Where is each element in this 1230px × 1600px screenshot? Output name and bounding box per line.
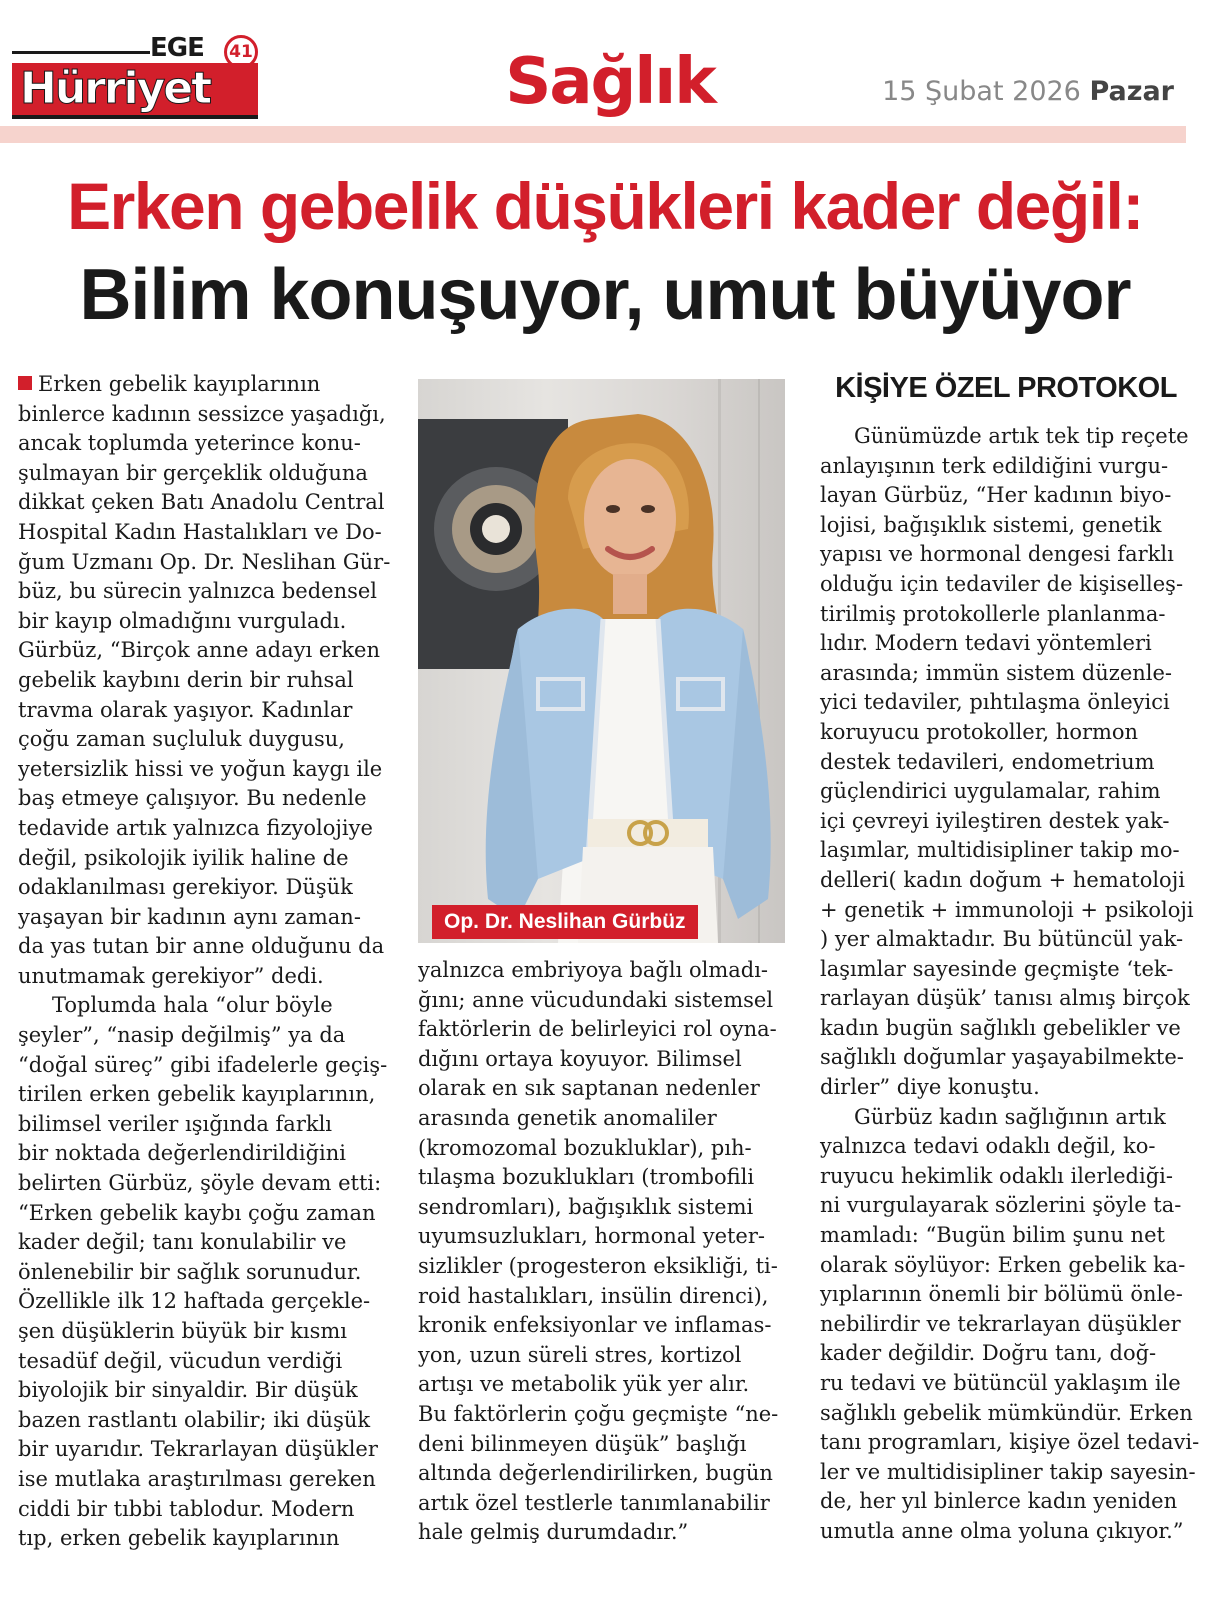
text-line-content: arasında genetik anomaliler [418, 1105, 717, 1130]
text-line [18, 962, 398, 992]
text-line [18, 725, 398, 755]
text-line [418, 1252, 793, 1282]
section-title: Sağlık [505, 45, 715, 119]
text-line [18, 1080, 398, 1110]
logo-red-box [12, 63, 258, 119]
text-line-content: unutmamak gerekiyor” dedi. [18, 963, 324, 988]
text-line [820, 1487, 1192, 1517]
text-line [820, 1251, 1192, 1281]
logo-wordmark: Hürriyet [20, 63, 211, 114]
portrait-photo [418, 379, 785, 943]
text-line-content: Özellikle ilk 12 haftada gerçekle- [18, 1289, 371, 1314]
column-subheading: KİŞİYE ÖZEL PROTOKOL [835, 372, 1177, 404]
text-line-content: hale gelmiş durumdadır.” [418, 1520, 689, 1545]
text-line-content: lıdır. Modern tedavi yöntemleri [820, 631, 1152, 656]
text-line-content: arasında; immün sistem düzenle- [820, 660, 1173, 685]
text-line-content: tesadüf değil, vücudun verdiği [18, 1348, 343, 1373]
text-line [820, 1014, 1192, 1044]
text-line [820, 984, 1192, 1014]
text-line [418, 1430, 793, 1460]
text-line-content: altında değerlendirilirken, bugün [418, 1461, 773, 1486]
text-line-content: şeyler”, “nasip değilmiş” ya da [18, 1023, 346, 1048]
text-line [18, 548, 398, 578]
text-line-content: içi çevreyi iyileştiren destek yak- [820, 808, 1170, 833]
text-line [18, 1139, 398, 1169]
article-column-1 [18, 370, 398, 1554]
text-line-content: tılaşma bozuklukları (trombofili [418, 1165, 755, 1190]
text-line [418, 956, 793, 986]
text-line [18, 1258, 398, 1288]
text-line [418, 1341, 793, 1371]
text-line-content: tanı programları, kişiye özel tedavi- [820, 1430, 1200, 1455]
text-line-content: ) yer almaktadır. Bu bütüncül yak- [820, 927, 1184, 952]
text-line [418, 1459, 793, 1489]
text-line-content: önlenebilir bir sağlık sorunudur. [18, 1259, 362, 1284]
text-line [18, 1524, 398, 1554]
text-line [18, 488, 398, 518]
text-line-content: nebilirdir ve tekrarlayan düşükler [820, 1311, 1181, 1336]
text-line [18, 1376, 398, 1406]
logo-number: 41 [229, 42, 253, 62]
text-line-content: lojisi, bağışıklık sistemi, genetik [820, 512, 1162, 537]
text-line [418, 1163, 793, 1193]
text-line-content: kader değil; tanı konulabilir ve [18, 1230, 347, 1255]
text-line-content: olarak söylüyor: Erken gebelik ka- [820, 1252, 1186, 1277]
date-text: 15 Şubat 2026 [882, 76, 1081, 107]
text-line-content: şen düşüklerin büyük bir kısmı [18, 1319, 347, 1343]
text-line [820, 1043, 1192, 1073]
text-line [418, 1370, 793, 1400]
text-line-content: binlerce kadının sessizce yaşadığı, [18, 401, 386, 426]
text-line [418, 1222, 793, 1252]
text-line-content: uyumsuzlukları, hormonal yeter- [418, 1224, 765, 1249]
paragraph-bullet [18, 376, 32, 390]
portrait-illustration [418, 379, 785, 943]
text-line [18, 400, 398, 430]
text-line-content: ruyucu hekimlik odaklı ilerlediği- [820, 1163, 1173, 1188]
text-line-content: ni vurgulayarak sözlerini şöyle ta- [820, 1193, 1182, 1218]
text-line [820, 1399, 1192, 1429]
text-line-content: yalnızca embriyoya bağlı olmadı- [418, 958, 769, 982]
text-line [18, 755, 398, 785]
text-line [18, 429, 398, 459]
text-line-content: tedavide artık yalnızca fizyolojiye [18, 815, 373, 840]
text-line [820, 1162, 1192, 1192]
text-line [820, 1310, 1192, 1340]
text-line-content: yalnızca tedavi odaklı değil, ko- [820, 1134, 1156, 1159]
text-line [820, 1428, 1200, 1458]
text-line-content: biyolojik bir sinyaldir. Bir düşük [18, 1378, 358, 1403]
text-line [820, 955, 1192, 985]
text-line [820, 511, 1192, 541]
text-line [418, 1400, 793, 1430]
newspaper-logo [12, 33, 262, 123]
text-line [418, 1518, 793, 1548]
text-line-content: + genetik + immunoloji + psikoloji [820, 897, 1194, 922]
text-line-content: Gürbüz kadın sağlığının artık [854, 1104, 1166, 1129]
text-line [18, 370, 398, 400]
text-line-content: bir kayıp olmadığını vurguladı. [18, 608, 347, 633]
text-line-content: bir uyarıdır. Tekrarlayan düşükler [18, 1437, 378, 1462]
text-line [820, 1339, 1192, 1369]
text-line [820, 659, 1192, 689]
text-line-content: yici tedaviler, pıhtılaşma önleyici [820, 690, 1170, 715]
text-line [18, 666, 398, 696]
logo-ege-text: EGE [150, 33, 204, 63]
dateline [882, 76, 1174, 107]
text-line-content: koruyucu protokoller, hormon [820, 719, 1139, 744]
text-line [18, 1169, 398, 1199]
text-line [18, 1435, 398, 1465]
text-line [418, 1104, 793, 1134]
text-line-content: ciddi bir tıbbi tablodur. Modern [18, 1496, 355, 1521]
text-line [418, 1282, 793, 1312]
text-line [820, 688, 1192, 718]
text-line [18, 873, 398, 903]
text-line [18, 991, 398, 1021]
text-line-content: çoğu zaman suçluluk duygusu, [18, 727, 345, 752]
text-line [18, 1021, 398, 1051]
text-line-content: olarak en sık saptanan nedenler [418, 1076, 760, 1101]
text-line [820, 896, 1192, 926]
text-line [820, 1073, 1192, 1103]
text-line [820, 452, 1192, 482]
text-line-content: (kromozomal bozukluklar), pıh- [418, 1135, 752, 1160]
text-line [820, 836, 1192, 866]
text-line [18, 903, 398, 933]
article-column-3 [820, 422, 1200, 1547]
text-line [820, 540, 1192, 570]
text-line-content: sendromları), bağışıklık sistemi [418, 1194, 754, 1219]
text-line-content: değil, psikolojik iyilik haline de [18, 845, 349, 870]
text-line [418, 1489, 793, 1519]
text-line [18, 844, 398, 874]
text-line-content: Gürbüz, “Birçok anne adayı erken [18, 638, 381, 663]
text-line-content: sağlıklı gebelik mümkündür. Erken [820, 1400, 1193, 1425]
text-line-content: yapısı ve hormonal dengesi farklı [820, 542, 1174, 567]
text-line [18, 1406, 398, 1436]
text-line [820, 925, 1192, 955]
text-line [820, 422, 1192, 452]
text-line-content: mamladı: “Bugün bilim şunu net [820, 1223, 1165, 1248]
text-line [418, 1311, 793, 1341]
text-line-content: baş etmeye çalışıyor. Bu nedenle [18, 786, 367, 811]
text-line-content: roid hastalıkları, insülin direnci), [418, 1283, 769, 1308]
text-line [18, 814, 398, 844]
text-line [418, 1015, 793, 1045]
text-line [820, 1103, 1192, 1133]
text-line-content: güçlendirici uygulamalar, rahim [820, 779, 1161, 804]
text-line [18, 1287, 398, 1317]
text-line-content: rarlayan düşük’ tanısı almış birçok [820, 986, 1190, 1011]
text-line [18, 1051, 398, 1081]
text-line [820, 777, 1192, 807]
text-line-content: faktörlerin de belirleyici rol oyna- [418, 1017, 777, 1042]
text-line [18, 1347, 398, 1377]
text-line-content: “doğal süreç” gibi ifadelerle geçiş- [18, 1052, 388, 1077]
text-line [820, 1132, 1192, 1162]
text-line-content: artışı ve metabolik yük yer alır. [418, 1372, 750, 1397]
text-line-content: yaşayan bir kadının aynı zaman- [18, 904, 361, 929]
article-column-2 [418, 956, 793, 1548]
text-line [418, 1045, 793, 1075]
text-line-content: deni bilinmeyen düşük” başlığı [418, 1431, 747, 1456]
text-line [418, 1193, 793, 1223]
text-line [18, 784, 398, 814]
photo-caption: Op. Dr. Neslihan Gürbüz [432, 905, 698, 939]
header-band [0, 126, 1186, 143]
text-line-content: bir noktada değerlendirildiğini [18, 1141, 347, 1166]
article-headline [20, 164, 1190, 342]
headline-line-1: Erken gebelik düşükleri kader değil: [67, 169, 1143, 243]
text-line-content: delleri( kadın doğum + hematoloji [820, 867, 1185, 892]
text-line [820, 1191, 1192, 1221]
text-line-content: bilimsel veriler ışığında farklı [18, 1111, 333, 1136]
text-line [18, 1110, 398, 1140]
text-line-content: laşımlar, multidisipliner takip mo- [820, 838, 1180, 863]
text-line [18, 459, 398, 489]
text-line [820, 481, 1192, 511]
text-line-content: bazen rastlantı olabilir; iki düşük [18, 1407, 371, 1432]
text-line [18, 607, 398, 637]
text-line-content: layan Gürbüz, “Her kadının biyo- [820, 483, 1172, 508]
text-line [820, 570, 1192, 600]
text-line-content: tirilmiş protokollerle planlanma- [820, 601, 1166, 626]
text-line [820, 748, 1192, 778]
text-line [820, 807, 1192, 837]
text-line [820, 629, 1192, 659]
text-line-content: de, her yıl binlerce kadın yeniden [820, 1489, 1178, 1514]
text-line-content: kadın bugün sağlıklı gebelikler ve [820, 1015, 1181, 1040]
text-line [820, 1369, 1192, 1399]
text-line [18, 696, 398, 726]
text-line-content: “Erken gebelik kaybı çoğu zaman [18, 1200, 376, 1225]
text-line-content: Bu faktörlerin çoğu geçmişte “ne- [418, 1401, 779, 1426]
text-line-content: kronik enfeksiyonlar ve inflamas- [418, 1313, 772, 1338]
text-line [18, 636, 398, 666]
text-line [820, 1517, 1192, 1547]
text-line [418, 986, 793, 1016]
text-line-content: olduğu için tedaviler de kişiselleş- [820, 571, 1184, 596]
text-line-content: büz, bu sürecin yalnızca bedensel [18, 579, 378, 604]
text-line-content: tıp, erken gebelik kayıplarının [18, 1526, 340, 1551]
text-line-content: yon, uzun süreli stres, kortizol [418, 1342, 742, 1367]
text-line [18, 1465, 398, 1495]
text-line-content: dikkat çeken Batı Anadolu Central [18, 490, 385, 515]
text-line-content: gebelik kaybını derin bir ruhsal [18, 667, 354, 692]
text-line-content: kader değildir. Doğru tanı, doğ- [820, 1341, 1157, 1366]
text-line-content: ler ve multidisipliner takip sayesin- [820, 1459, 1196, 1484]
text-line-content: ğum Uzmanı Op. Dr. Neslihan Gür- [18, 549, 391, 574]
text-line-content: da yas tutan bir anne olduğunu da [18, 934, 385, 959]
text-line [820, 1221, 1192, 1251]
text-line-content: laşımlar sayesinde geçmişte ‘tek- [820, 956, 1174, 981]
text-line-content: belirten Gürbüz, şöyle devam etti: [18, 1171, 382, 1196]
text-line-content: yıplarının önemli bir bölümü önle- [820, 1282, 1183, 1307]
text-line-content: travma olarak yaşıyor. Kadınlar [18, 697, 353, 722]
text-line [18, 518, 398, 548]
text-line-content: Toplumda hala “olur böyle [52, 993, 333, 1018]
day-text: Pazar [1089, 76, 1174, 107]
text-line [18, 1228, 398, 1258]
logo-rule [12, 51, 150, 54]
text-line [418, 1074, 793, 1104]
text-line-content: anlayışının terk edildiğini vurgu- [820, 453, 1169, 478]
text-line [820, 600, 1192, 630]
text-line-content: yetersizlik hissi ve yoğun kaygı ile [18, 756, 383, 781]
text-line-content: dığını ortaya koyuyor. Bilimsel [418, 1046, 742, 1071]
headline-line-2: Bilim konuşuyor, umut büyüyor [79, 255, 1131, 335]
text-line-content: ancak toplumda yeterince konu- [18, 431, 361, 456]
text-line-content: destek tedavileri, endometrium [820, 749, 1155, 774]
text-line [820, 1280, 1192, 1310]
text-line-content: ru tedavi ve bütüncül yaklaşım ile [820, 1371, 1181, 1395]
text-line [820, 1458, 1196, 1488]
text-line [418, 1134, 793, 1164]
text-line [18, 1199, 398, 1229]
text-line-content: artık özel testlerle tanımlanabilir [418, 1490, 770, 1515]
text-line-content: tirilen erken gebelik kayıplarının, [18, 1082, 376, 1107]
text-line-content: Hospital Kadın Hastalıkları ve Do- [18, 519, 382, 544]
text-line-content: sağlıklı doğumlar yaşayabilmekte- [820, 1045, 1184, 1070]
text-line-content: ise mutlaka araştırılması gereken [18, 1466, 376, 1491]
text-line [820, 866, 1192, 896]
text-line [18, 932, 398, 962]
text-line [820, 718, 1192, 748]
text-line [18, 1495, 398, 1525]
text-line-content: umutla anne olma yoluna çıkıyor.” [820, 1518, 1184, 1543]
text-line-content: şulmayan bir gerçeklik olduğuna [18, 460, 368, 485]
text-line-content: sizlikler (progesteron eksikliği, ti- [418, 1253, 778, 1278]
text-line-content: dirler” diye konuştu. [820, 1075, 1040, 1100]
text-line-content: ğını; anne vücudundaki sistemsel [418, 987, 774, 1012]
text-line-content: Erken gebelik kayıplarının [38, 372, 321, 396]
text-line-content: odaklanılması gerekiyor. Düşük [18, 875, 353, 900]
text-line [18, 1317, 398, 1347]
text-line-content: Günümüzde artık tek tip reçete [854, 424, 1189, 448]
text-line [18, 577, 398, 607]
